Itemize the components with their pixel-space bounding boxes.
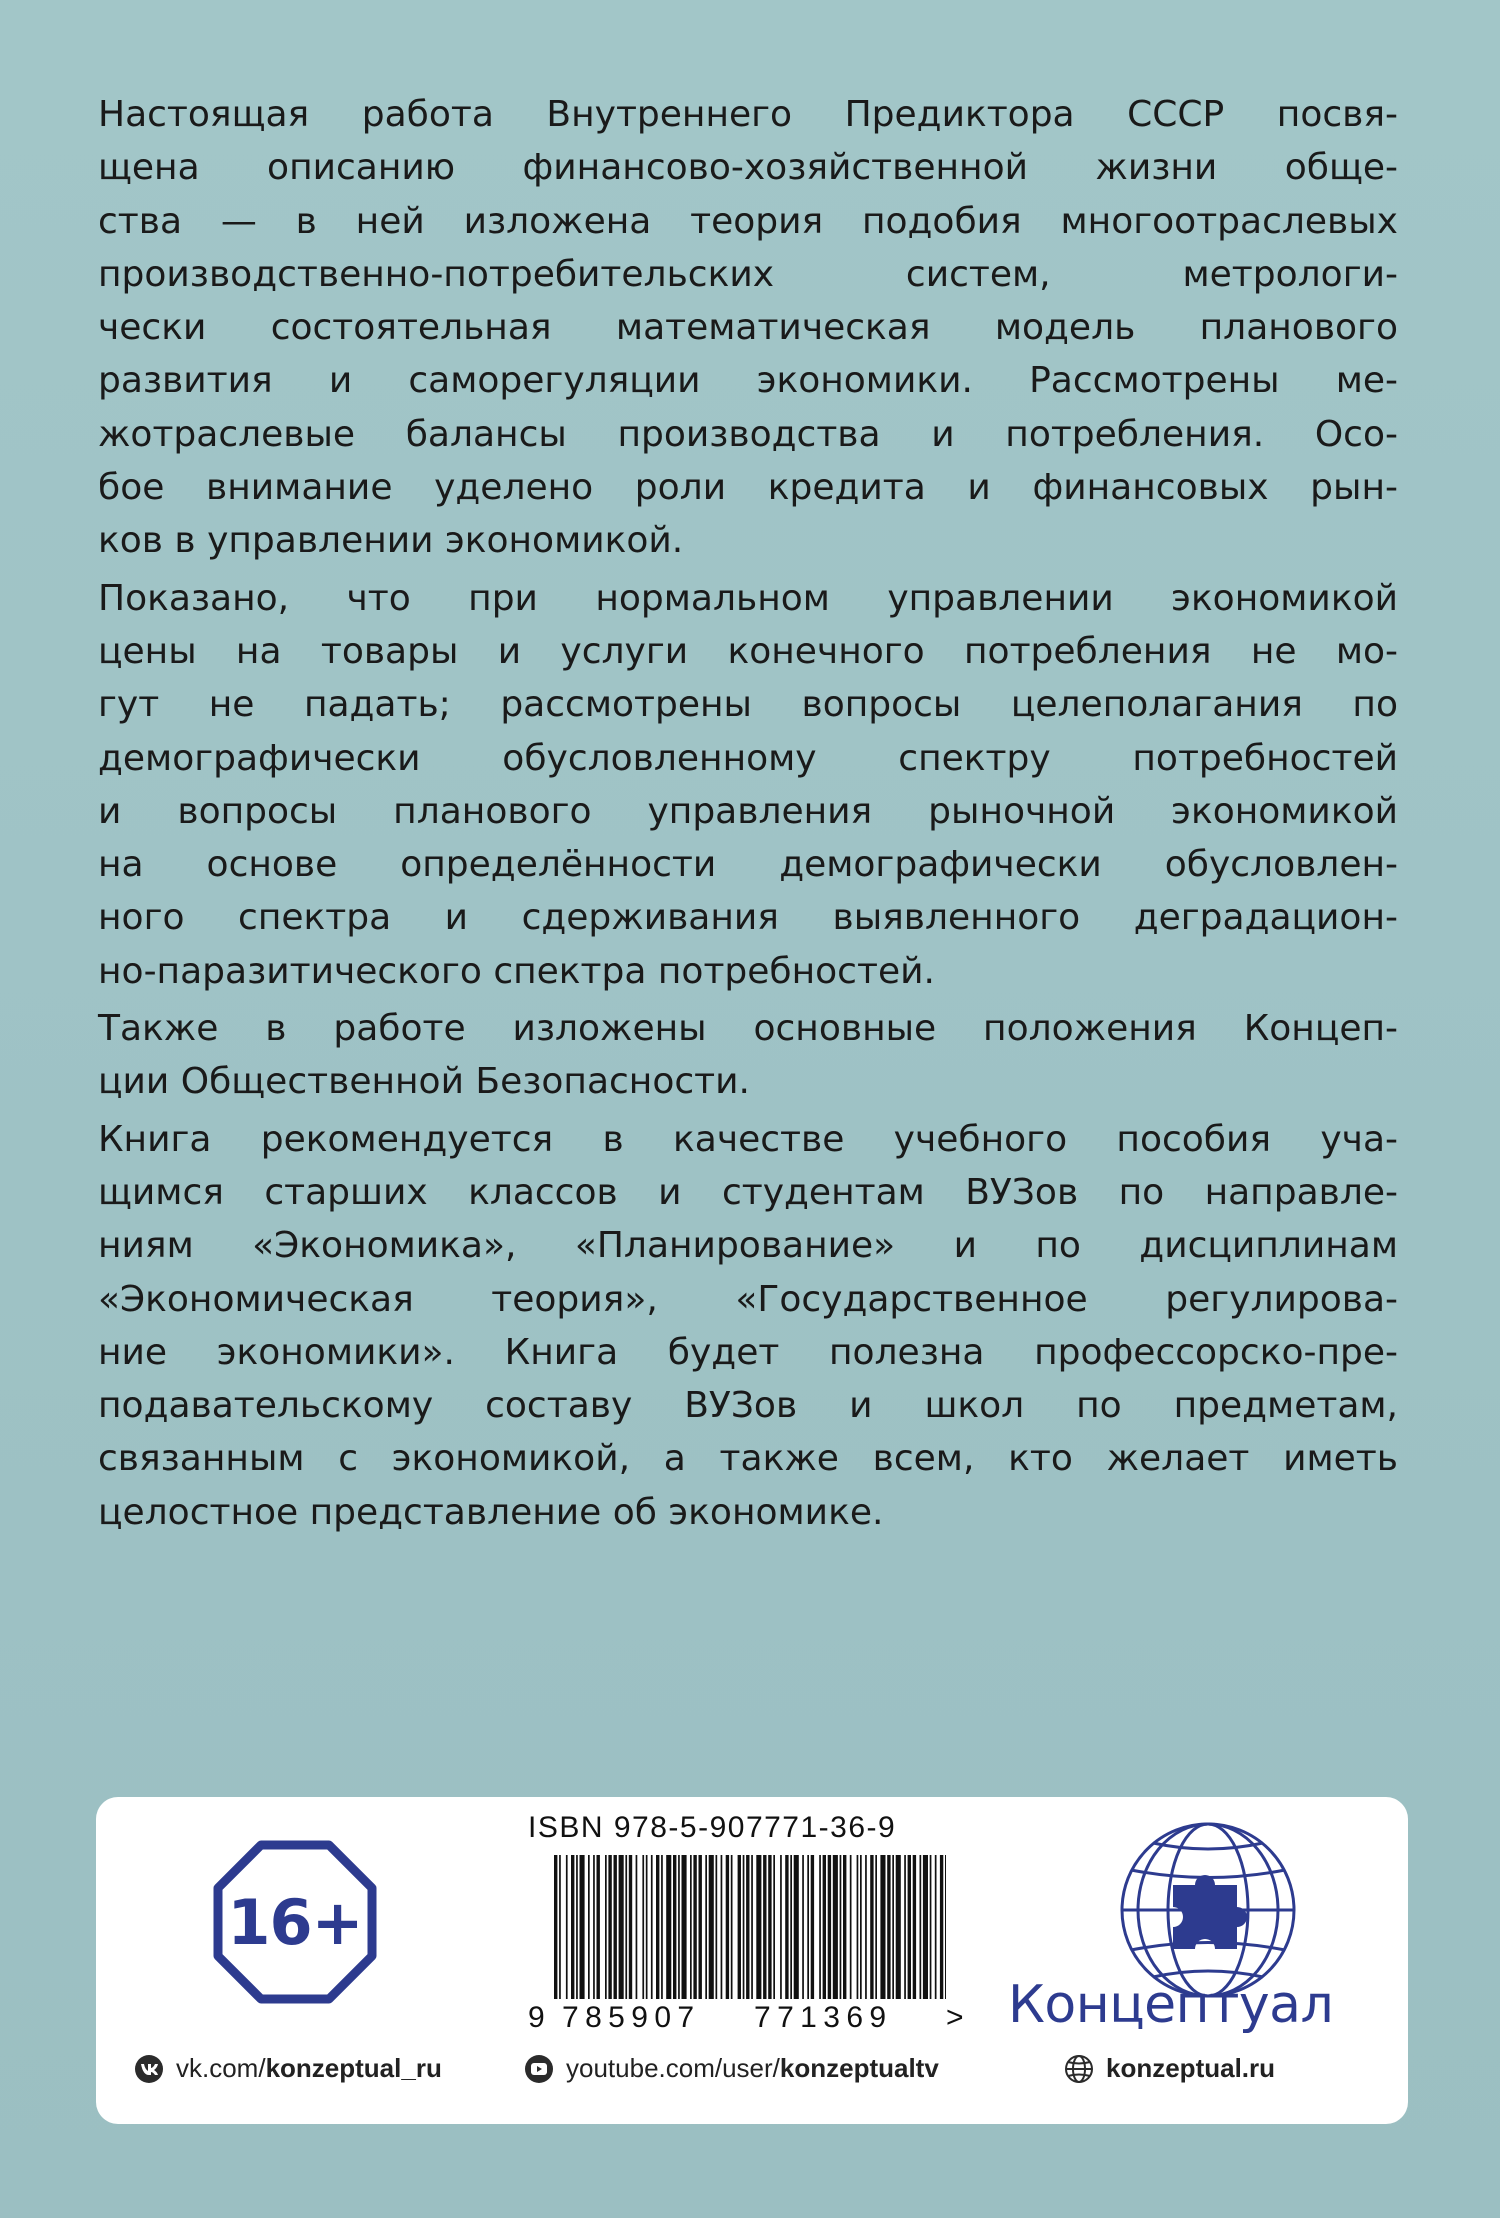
barcode-bar: [920, 1855, 922, 1999]
barcode-bar: [554, 1855, 557, 1999]
annotation-line: и вопросы планового управления рыночной экономикой: [98, 790, 1398, 832]
barcode-bar: [892, 1855, 894, 1999]
barcode-bar: [860, 1855, 862, 1999]
age-rating-label: 16+: [227, 1885, 363, 1959]
barcode-bar: [656, 1855, 659, 1999]
barcode-bar: [923, 1855, 928, 1999]
annotation-paragraph: [98, 572, 1398, 998]
barcode-bar: [716, 1855, 718, 1999]
annotation-line: «Экономическая теория», «Государственное регулирова-: [98, 1278, 1398, 1320]
barcode-bar: [738, 1855, 741, 1999]
barcode-bar: [566, 1855, 568, 1999]
barcode-bar: [908, 1855, 911, 1999]
barcode-bar: [690, 1855, 692, 1999]
barcode-bar: [828, 1855, 831, 1999]
barcode-bar: [823, 1855, 826, 1999]
barcode-arrow: >: [946, 2001, 966, 2034]
barcode-bar: [802, 1855, 804, 1999]
barcode-bar: [559, 1855, 561, 1999]
barcode-bar: [875, 1855, 877, 1999]
annotation-line: Книга рекомендуется в качестве учебного пособия уча-: [98, 1118, 1398, 1160]
annotation-line: чески состоятельная математическая модель планового: [98, 307, 1398, 349]
annotation-line: но-паразитического спектра потребностей.: [98, 950, 935, 992]
barcode-bar: [840, 1855, 842, 1999]
barcode-digit-group-2: 771369: [754, 2001, 893, 2034]
annotation-text: [98, 88, 1398, 1543]
barcode-bar: [768, 1855, 771, 1999]
annotation-paragraph: [98, 88, 1398, 568]
barcode-bar: [721, 1855, 723, 1999]
barcode-bar: [913, 1855, 916, 1999]
barcode-bar: [785, 1855, 788, 1999]
barcode-bar: [636, 1855, 638, 1999]
barcode-bar: [678, 1855, 680, 1999]
annotation-line: ниям «Экономика», «Планирование» и по дисциплинам: [98, 1225, 1398, 1267]
barcode-bar: [661, 1855, 663, 1999]
barcode-bar: [819, 1855, 821, 1999]
website-link-text: konzeptual.ru: [1106, 2053, 1276, 2083]
annotation-line: ства — в ней изложена теория подобия многоотраслевых: [98, 200, 1398, 242]
barcode-bar: [731, 1855, 733, 1999]
barcode-digit-group-1: 785907: [562, 2001, 701, 2034]
annotation-line: Также в работе изложены основные положения Концеп-: [98, 1008, 1398, 1050]
barcode-bar: [651, 1855, 653, 1999]
barcode-digit-first: 9: [528, 2001, 547, 2034]
barcode-bar: [614, 1855, 617, 1999]
annotation-line: щимся старших классов и студентам ВУЗов по направле-: [98, 1171, 1398, 1213]
barcode-bar: [930, 1855, 932, 1999]
isbn-label: ISBN 978-5-907771-36-9: [528, 1811, 897, 1844]
barcode-bar: [597, 1855, 600, 1999]
vk-link[interactable]: [134, 2053, 442, 2084]
barcode-bar: [780, 1855, 782, 1999]
barcode-bar: [773, 1855, 775, 1999]
annotation-line: Показано, что при нормальном управлении экономикой: [98, 577, 1398, 619]
annotation-line: цены на товары и услуги конечного потребления не мо-: [98, 630, 1398, 672]
barcode-bar: [743, 1855, 745, 1999]
barcode-bar: [751, 1855, 753, 1999]
barcode-bar: [593, 1855, 595, 1999]
youtube-link-text: youtube.com/user/konzeptualtv: [566, 2053, 939, 2083]
annotation-line: бое внимание уделено роли кредита и финансовых рын-: [98, 467, 1398, 509]
barcode-bar: [699, 1855, 702, 1999]
barcode-bar: [605, 1855, 607, 1999]
annotation-line: ного спектра и сдерживания выявленного деградацион-: [98, 897, 1398, 939]
barcode-bar: [666, 1855, 671, 1999]
globe-icon: [1064, 2054, 1094, 2084]
annotation-line: гут не падать; рассмотрены вопросы целеполагания по: [98, 684, 1398, 726]
annotation-line: ков в управлении экономикой.: [98, 520, 684, 562]
barcode-bar: [763, 1855, 766, 1999]
barcode-bar: [811, 1855, 814, 1999]
publisher-name: Концептуал: [1008, 1975, 1334, 2035]
barcode-bar: [790, 1855, 792, 1999]
barcode-bar: [673, 1855, 676, 1999]
vk-link-text: vk.com/konzeptual_ru: [176, 2053, 442, 2083]
barcode-bar: [629, 1855, 632, 1999]
barcode-bar: [608, 1855, 611, 1999]
barcode-bar: [935, 1855, 937, 1999]
barcode-bar: [940, 1855, 943, 1999]
barcode-bar: [682, 1855, 687, 1999]
barcode-bar: [580, 1855, 585, 1999]
annotation-line: на основе определённости демографически обусловлен-: [98, 844, 1398, 886]
info-panel: [96, 1797, 1408, 2124]
barcode-bar: [625, 1855, 627, 1999]
annotation-line: жотраслевые балансы производства и потребления. Осо-: [98, 413, 1398, 455]
barcode-bar: [865, 1855, 867, 1999]
barcode-bar: [619, 1855, 624, 1999]
youtube-icon: [524, 2054, 554, 2084]
barcode-bar: [705, 1855, 707, 1999]
barcode-bar: [904, 1855, 906, 1999]
annotation-line: ции Общественной Безопасности.: [98, 1061, 750, 1103]
barcode-bar: [646, 1855, 648, 1999]
barcode-bar: [709, 1855, 714, 1999]
barcode-bar: [588, 1855, 590, 1999]
barcode-bar: [571, 1855, 574, 1999]
barcode: [554, 1855, 946, 1999]
annotation-line: Настоящая работа Внутреннего Предиктора СССР посвя-: [98, 94, 1398, 135]
barcode-bar: [642, 1855, 644, 1999]
annotation-paragraph: [98, 1113, 1398, 1539]
annotation-line: щена описанию финансово-хозяйственной жизни обще-: [98, 147, 1398, 189]
website-link[interactable]: [1064, 2053, 1275, 2084]
barcode-bar: [880, 1855, 885, 1999]
vk-icon: [134, 2054, 164, 2084]
barcode-bar: [833, 1855, 838, 1999]
barcode-bar: [870, 1855, 873, 1999]
barcode-bar: [794, 1855, 799, 1999]
barcode-bar: [896, 1855, 901, 1999]
barcode-bar: [726, 1855, 729, 1999]
barcode-bar: [843, 1855, 846, 1999]
barcode-bar: [576, 1855, 578, 1999]
age-rating-badge: [212, 1839, 378, 2005]
annotation-line: развития и саморегуляции экономики. Рассмотрены ме-: [98, 360, 1398, 402]
barcode-bar: [945, 1855, 946, 1999]
barcode-bar: [850, 1855, 852, 1999]
annotation-line: связанным с экономикой, а также всем, кто желает иметь: [98, 1438, 1398, 1480]
annotation-line: целостное представление об экономике.: [98, 1491, 884, 1533]
annotation-line: ние экономики». Книга будет полезна профессорско-пре-: [98, 1331, 1398, 1373]
annotation-line: демографически обусловленному спектру потребностей: [98, 737, 1398, 779]
youtube-link[interactable]: [524, 2053, 939, 2084]
barcode-bar: [756, 1855, 761, 1999]
barcode-bar: [887, 1855, 890, 1999]
barcode-bar: [857, 1855, 859, 1999]
annotation-line: подавательскому составу ВУЗов и школ по предметам,: [98, 1385, 1398, 1427]
annotation-paragraph: [98, 1002, 1398, 1109]
barcode-bar: [746, 1855, 749, 1999]
barcode-bar: [807, 1855, 809, 1999]
annotation-line: производственно-потребительских систем, метрологи-: [98, 253, 1398, 295]
barcode-bar: [693, 1855, 696, 1999]
